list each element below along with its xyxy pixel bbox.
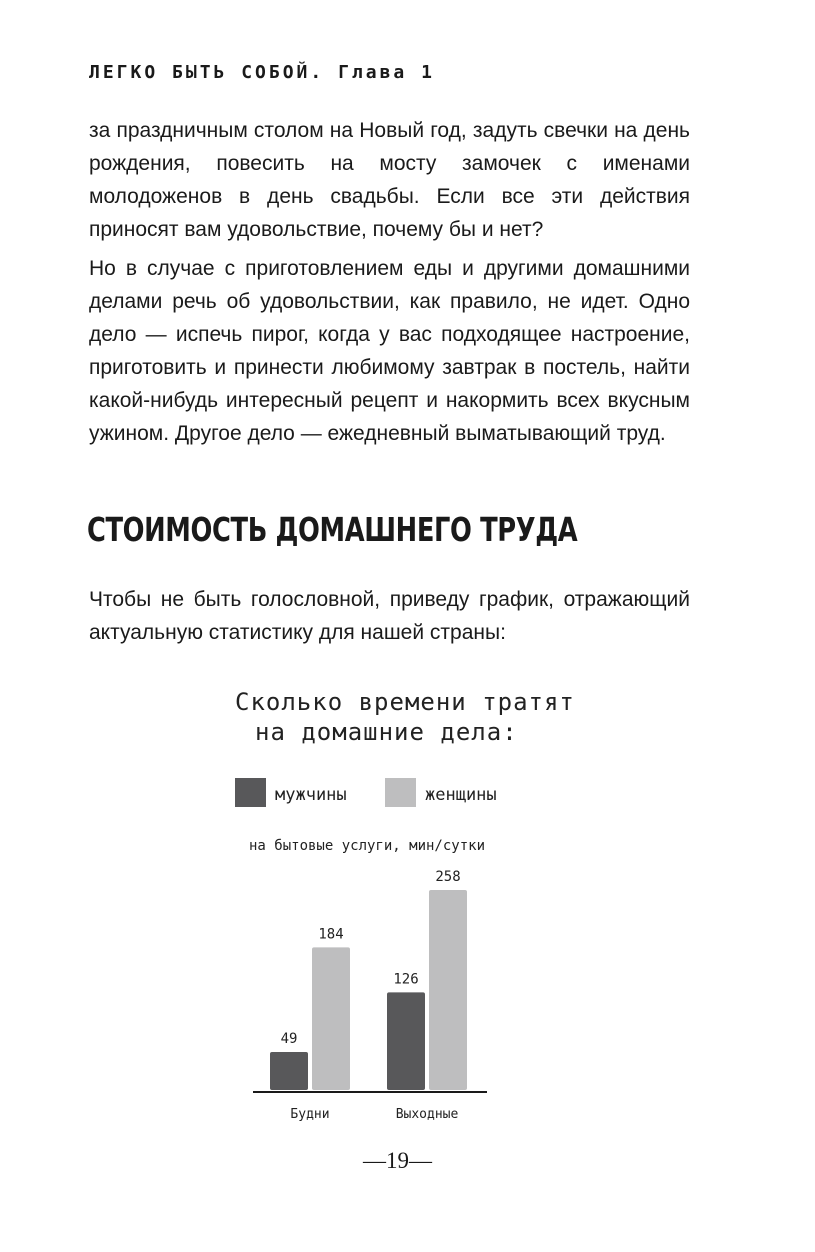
bar-men-2 (387, 992, 425, 1090)
value-label-women-1: 184 (318, 926, 344, 943)
x-tick-label-1: Будни (290, 1107, 330, 1122)
value-label-men-2: 126 (393, 971, 419, 988)
bar-chart (205, 670, 605, 1140)
bar-women-2 (429, 890, 467, 1090)
body-paragraph: Но в случае с приготовлением еды и другими домашними делами речь об удовольствии, как правило, не идет. Одно дело — испечь пирог, когда у вас подходящее настроение, приготовить и принести любимому завтрак в постель, найти какой-нибудь интересный рецепт и накормить всех вкусным ужином. Другое дело — ежедневный выматывающий труд. (89, 257, 690, 445)
chart-subtitle: на бытовые услуги, мин/сутки (249, 838, 486, 854)
bar-women-1 (312, 947, 350, 1090)
body-paragraph: Чтобы не быть голословной, приведу график, отражающий актуальную статистику для нашей страны: (89, 588, 690, 644)
chart-title-line-2: на домашние дела: (255, 718, 518, 746)
legend-swatch-men (235, 778, 266, 807)
legend-label-men: мужчины (275, 785, 347, 805)
page-number: —19— (363, 1148, 432, 1173)
value-label-women-2: 258 (435, 869, 461, 885)
bar-men-1 (270, 1052, 308, 1090)
body-paragraph: за праздничным столом на Новый год, задуть свечки на день рождения, повесить на мосту замочек с именами молодоженов в день свадьбы. Если все эти действия приносят вам удовольствие, почему бы и нет? (89, 119, 690, 241)
legend-label-women: женщины (425, 785, 497, 805)
chart-canvas (205, 670, 605, 1140)
legend-swatch-women (385, 778, 416, 807)
bars-group (270, 869, 467, 1122)
running-head: ЛЕГКО БЫТЬ СОБОЙ. Глава 1 (89, 62, 435, 83)
value-label-men-1: 49 (280, 1031, 298, 1048)
x-tick-label-2: Выходные (395, 1107, 459, 1122)
chart-title-line-1: Сколько времени тратят (235, 688, 575, 716)
section-heading: СТОИМОСТЬ ДОМАШНЕГО ТРУДА (87, 510, 578, 549)
